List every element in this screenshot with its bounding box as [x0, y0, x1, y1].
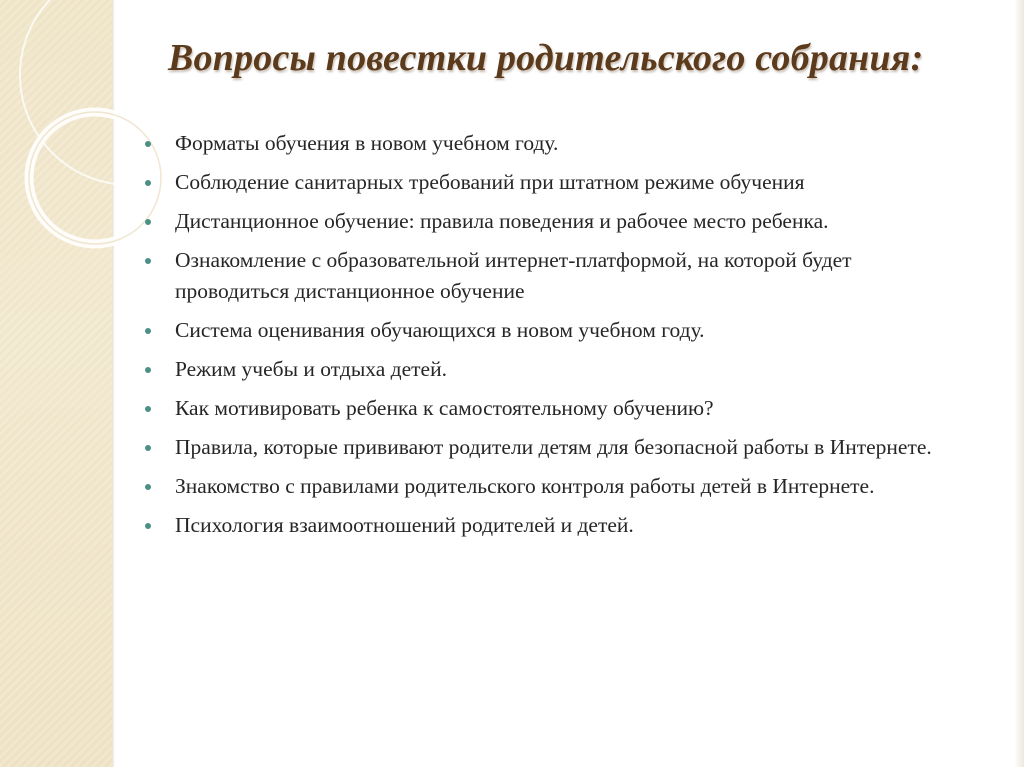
agenda-item: [140, 245, 970, 307]
bullet-icon: [145, 445, 151, 451]
bullet-icon: [145, 328, 151, 334]
agenda-item: [140, 206, 970, 237]
slide-title: Вопросы повестки родительского собрания:: [168, 37, 924, 79]
agenda-item: [140, 315, 970, 346]
agenda-item-text: Как мотивировать ребенка к самостоятельному обучению?: [175, 396, 714, 420]
agenda-item: [140, 510, 970, 541]
agenda-item-text: Форматы обучения в новом учебном году.: [175, 131, 559, 155]
bullet-icon: [145, 367, 151, 373]
agenda-item: [140, 432, 970, 463]
agenda-item-text: Психология взаимоотношений родителей и детей.: [175, 513, 634, 537]
agenda-item: [140, 354, 970, 385]
agenda-item: [140, 128, 970, 159]
bullet-icon: [145, 141, 151, 147]
bullet-icon: [145, 523, 151, 529]
agenda-item: [140, 471, 970, 502]
agenda-item-text: Ознакомление с образовательной интернет-платформой, на которой будет проводиться дистанционное обучение: [175, 248, 852, 303]
agenda-item-text: Дистанционное обучение: правила поведения и рабочее место ребенка.: [175, 209, 829, 233]
agenda-item: [140, 167, 970, 198]
agenda-item: [140, 393, 970, 424]
agenda-item-text: Правила, которые прививают родители детям для безопасной работы в Интернете.: [175, 435, 932, 459]
bullet-icon: [145, 219, 151, 225]
bullet-icon: [145, 406, 151, 412]
bullet-icon: [145, 258, 151, 264]
bullet-icon: [145, 484, 151, 490]
right-edge-shadow: [1014, 0, 1024, 767]
agenda-item-text: Соблюдение санитарных требований при штатном режиме обучения: [175, 170, 805, 194]
agenda-item-text: Режим учебы и отдыха детей.: [175, 357, 447, 381]
agenda-item-text: Система оценивания обучающихся в новом учебном году.: [175, 318, 705, 342]
agenda-list: [140, 128, 970, 549]
agenda-item-text: Знакомство с правилами родительского контроля работы детей в Интернете.: [175, 474, 875, 498]
bullet-icon: [145, 180, 151, 186]
